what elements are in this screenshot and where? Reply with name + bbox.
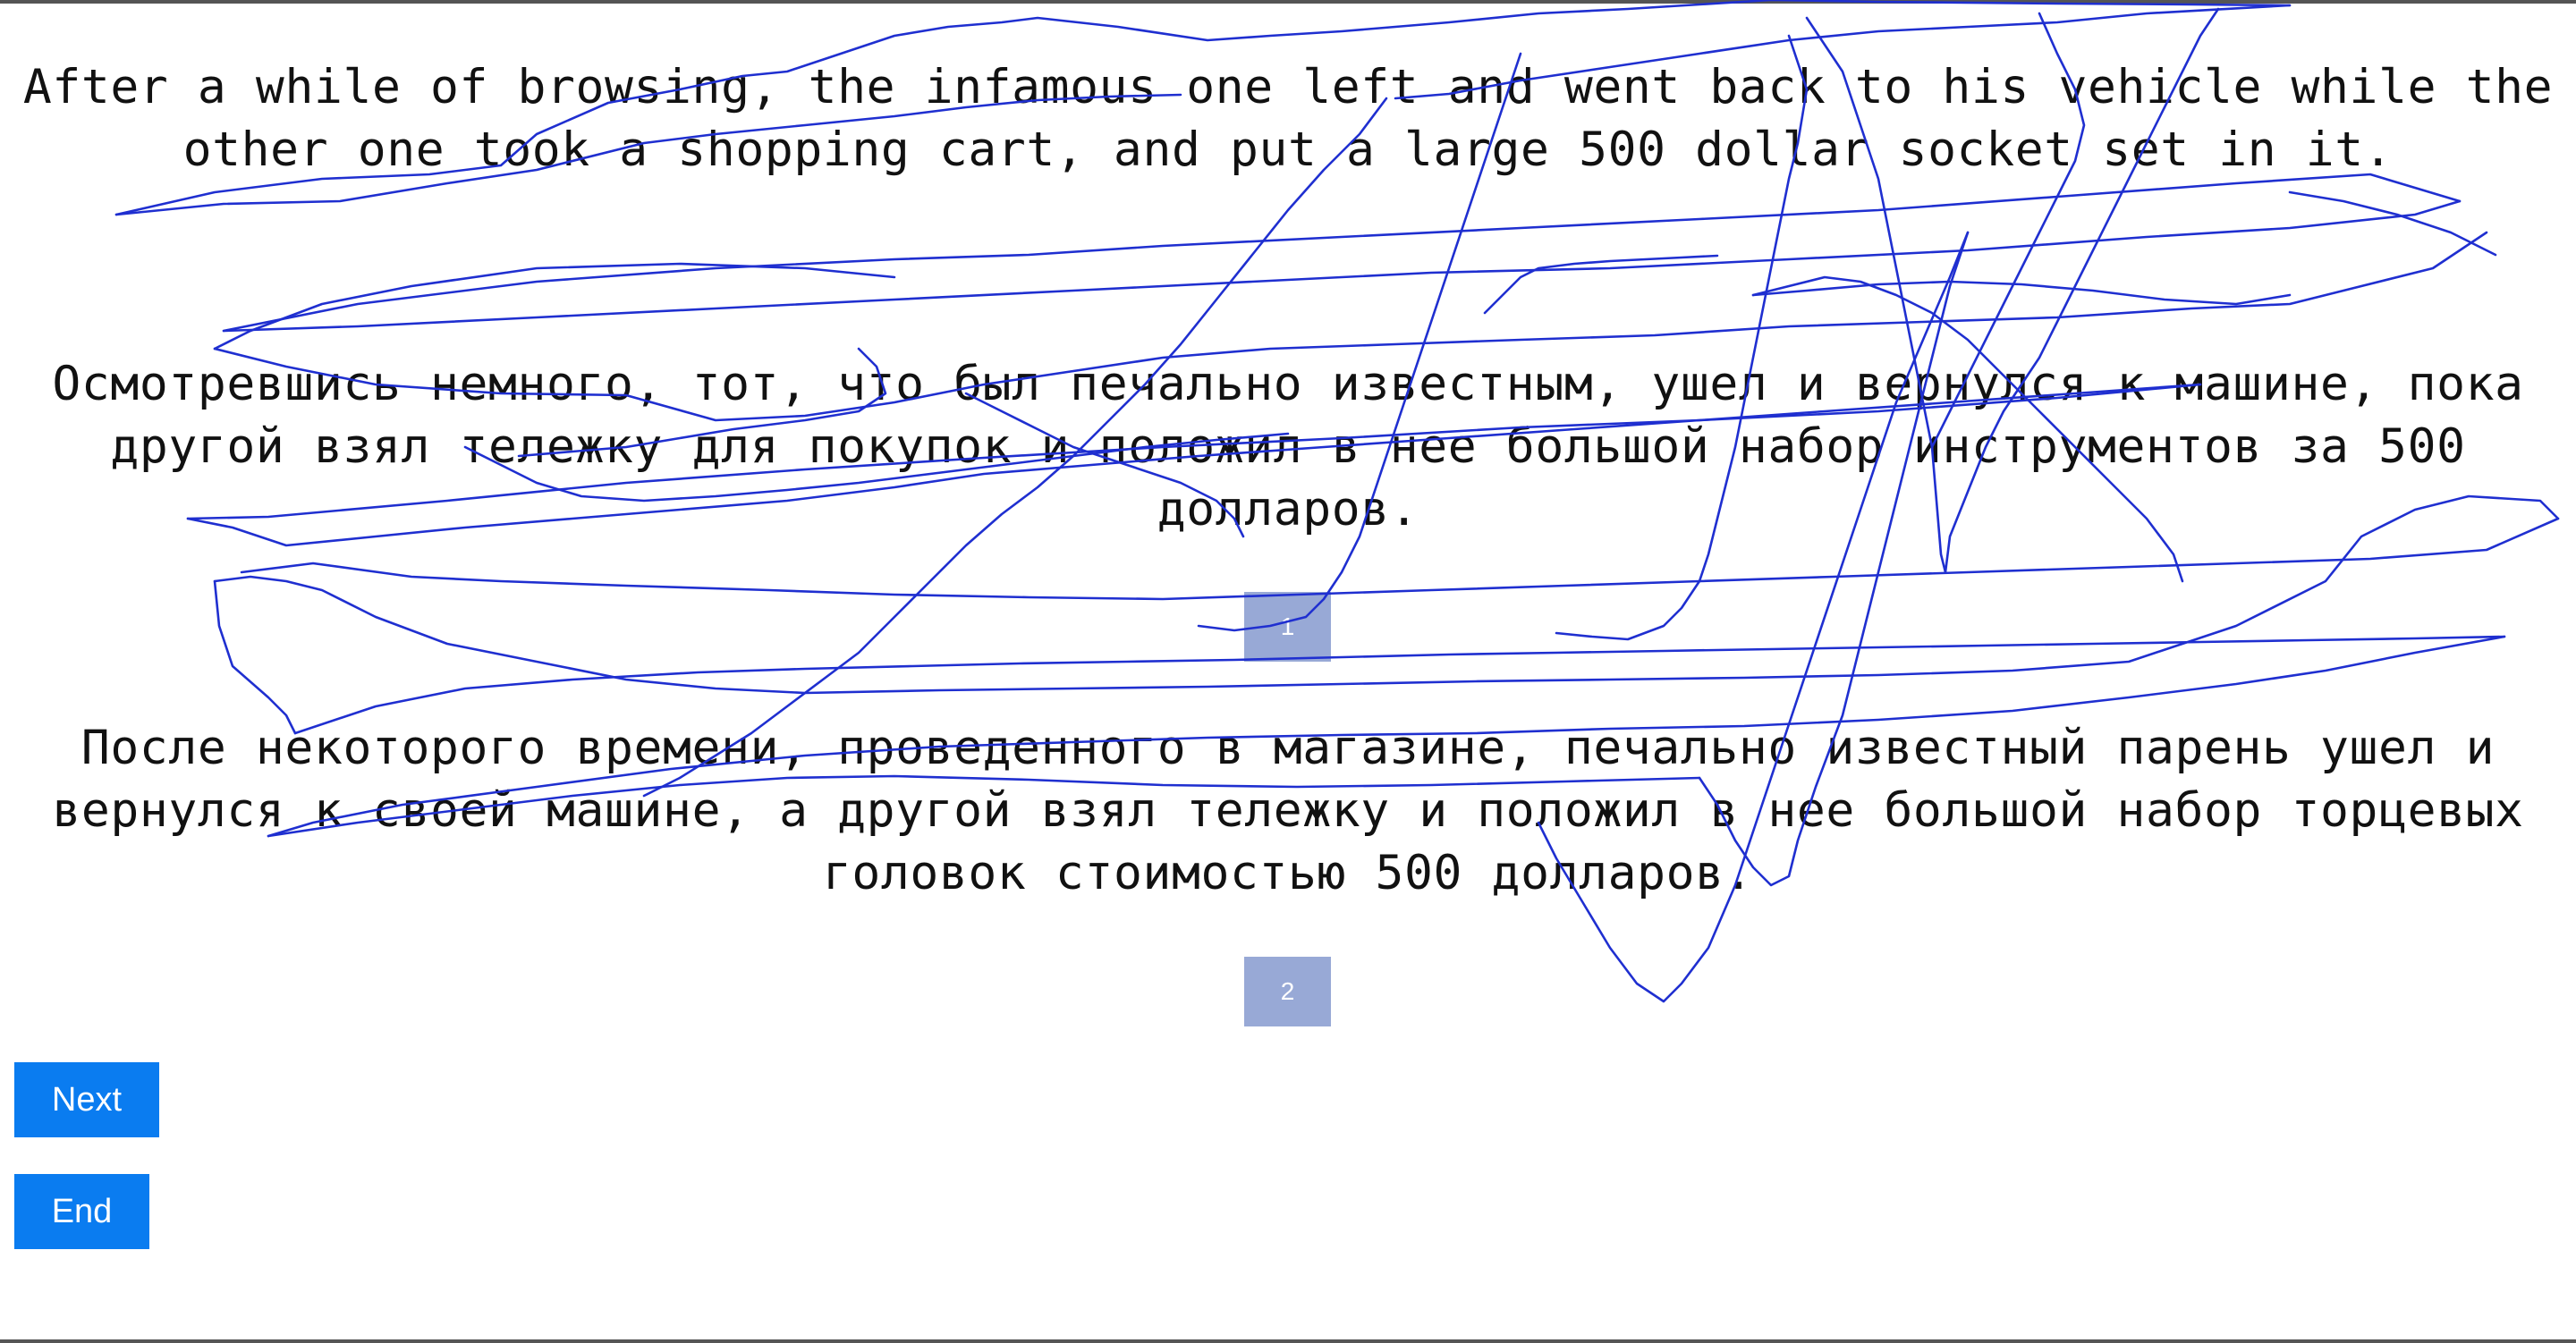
scribble-stroke — [2290, 192, 2496, 255]
bottom-border — [0, 1339, 2576, 1343]
translation-option-1-text: Осмотревшись немного, тот, что был печально известным, ушел и вернулся к машине, пока другой взял тележку для покупок и положил в нее большой набор инструментов за 500 долларов. — [52, 357, 2524, 536]
select-option-1-button[interactable]: 1 — [1244, 592, 1331, 662]
scribble-stroke — [215, 264, 894, 349]
translation-option-2-text: После некоторого времени, проведенного в магазине, печально известный парень ушел и вернулся к своей машине, а другой взял тележку и положил в нее большой набор торцевых головок стоимостью 500 долларов. — [52, 721, 2524, 900]
next-button[interactable]: Next — [14, 1062, 159, 1137]
select-option-2-button[interactable]: 2 — [1244, 957, 1331, 1026]
scribble-stroke — [224, 174, 2460, 331]
source-sentence: After a while of browsing, the infamous one left and went back to his vehicle while the other one took a shopping cart, and put a large 500 dollar socket set in it. — [22, 60, 2554, 177]
scribble-stroke — [1753, 282, 2290, 304]
top-border — [0, 0, 2576, 4]
scribble-stroke — [224, 201, 2460, 331]
end-button[interactable]: End — [14, 1174, 149, 1249]
scribble-stroke — [1485, 256, 1717, 313]
scribble-stroke — [215, 581, 295, 733]
scribble-stroke — [1556, 581, 1699, 639]
